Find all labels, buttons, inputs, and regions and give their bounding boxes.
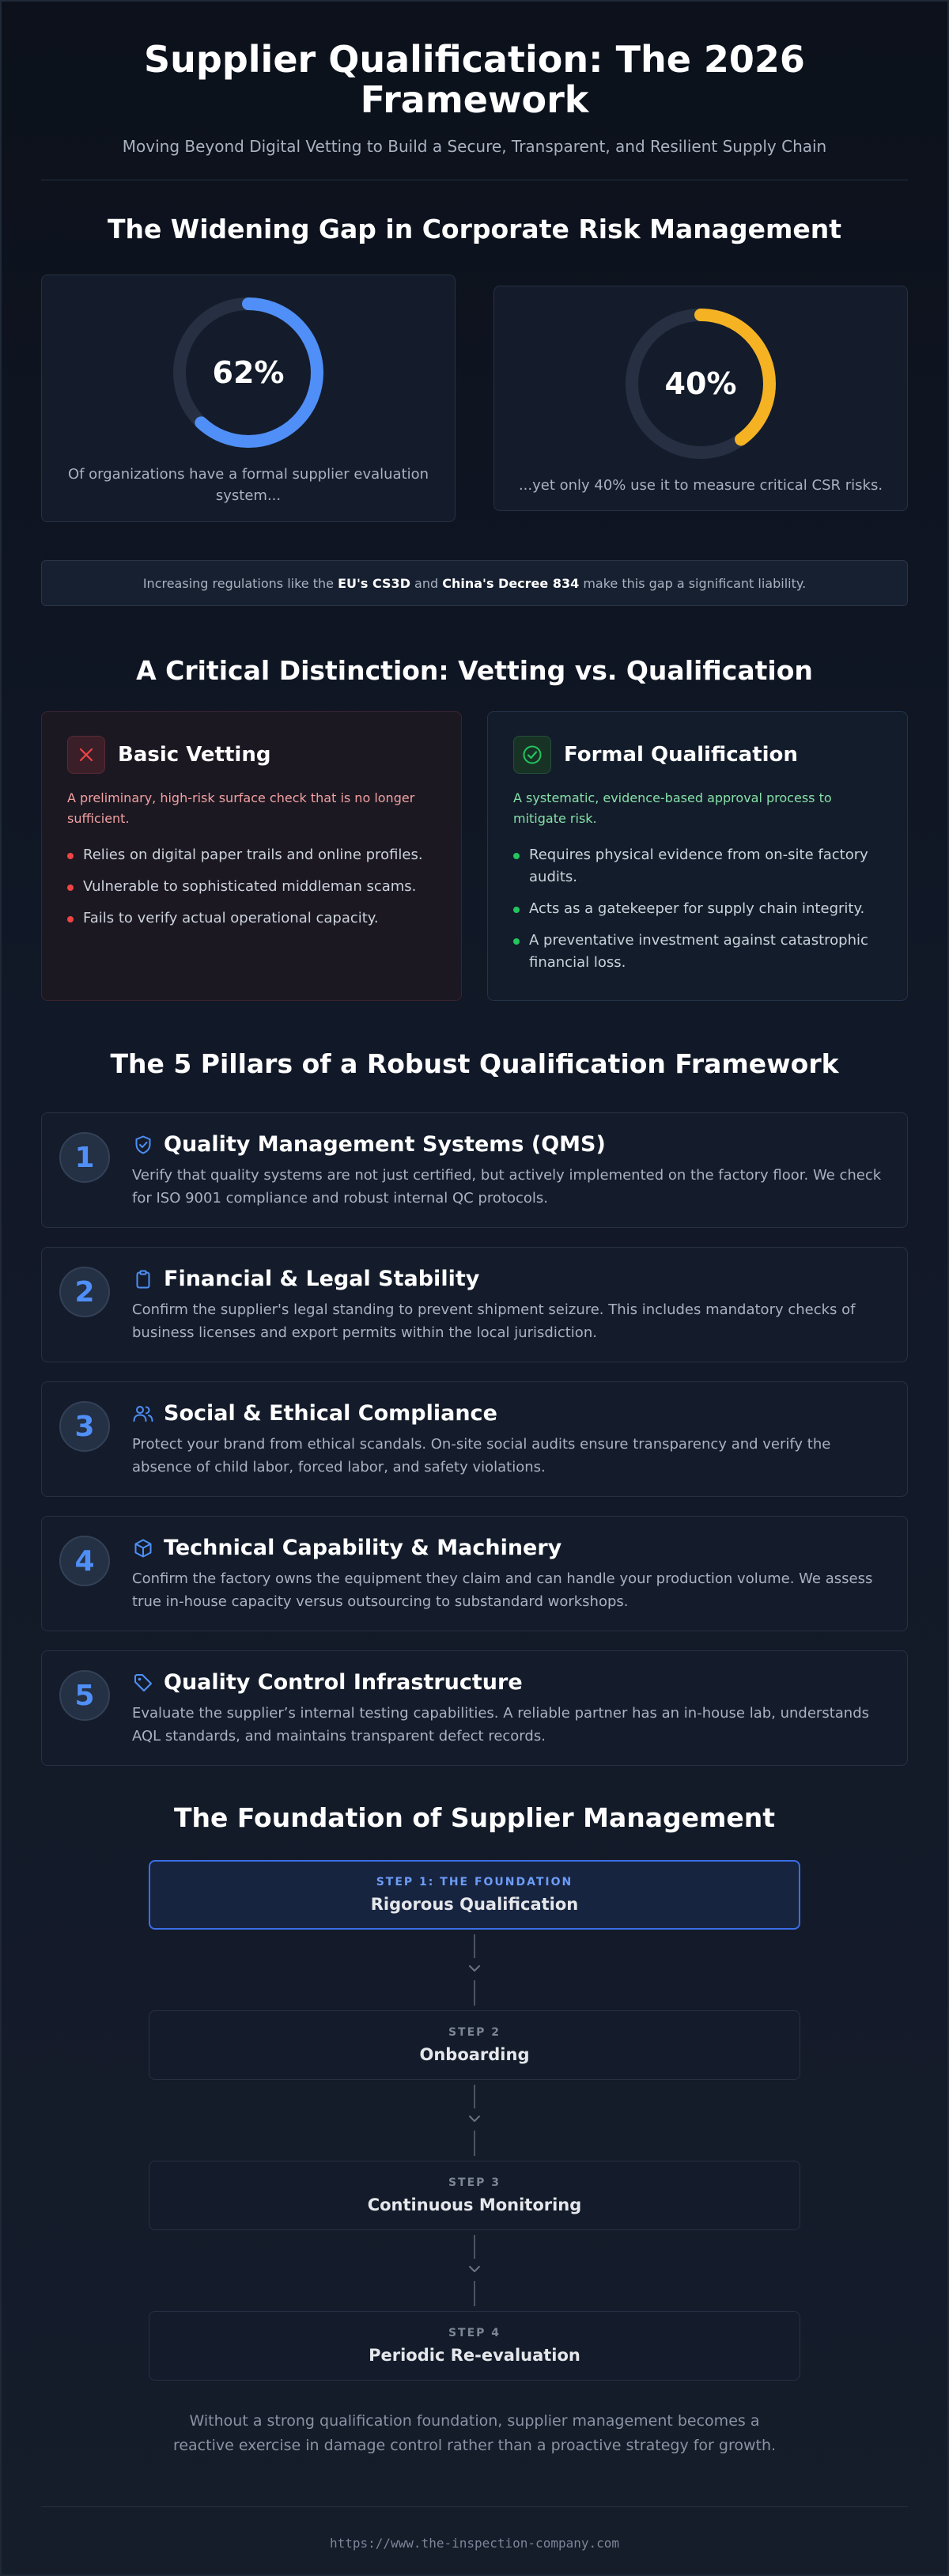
basic-vetting-desc: A preliminary, high-risk surface check that is no longer sufficient. [67, 790, 415, 826]
pillar-quality-control [41, 1650, 908, 1766]
stat-card-evaluation [41, 275, 456, 522]
stat-value: 40% [664, 366, 737, 402]
pillar-number: 3 [59, 1401, 110, 1452]
pillar-title: Quality Management Systems (QMS) [164, 1132, 606, 1157]
step-label: STEP 1: THE FOUNDATION [376, 1876, 573, 1889]
notice-text: make this gap a significant liability. [579, 575, 807, 591]
list-item: Acts as a gatekeeper for supply chain integrity. [513, 898, 882, 920]
pillar-technical [41, 1516, 908, 1631]
stat-card-csr [493, 286, 908, 511]
tag-icon [132, 1672, 154, 1694]
pillar-social-ethical [41, 1381, 908, 1497]
page-subtitle: Moving Beyond Digital Vetting to Build a Secure, Transparent, and Resilient Supply Chain [122, 137, 827, 157]
pillar-number: 5 [59, 1670, 110, 1721]
step-name: Periodic Re-evaluation [369, 2346, 580, 2366]
check-circle-icon [513, 736, 551, 774]
pillar-desc: Confirm the factory owns the equipment they claim and can handle your production volume. We assess true in-house capacity versus outsourcing to substandard workshops. [132, 1570, 873, 1610]
distinction-section [41, 655, 908, 1001]
formal-qualification-title: Formal Qualification [564, 743, 798, 767]
step-label: STEP 2 [448, 2026, 501, 2040]
shield-check-icon [132, 1134, 154, 1156]
pillar-desc: Evaluate the supplier’s internal testing capabilities. A reliable partner has an in-house lab, understands AQL standards, and maintains transparent defect records. [132, 1705, 870, 1744]
pillar-desc: Confirm the supplier's legal standing to prevent shipment seizure. This includes mandatory checks of business licenses and export permits within the local jurisdiction. [132, 1301, 856, 1341]
step-name: Onboarding [419, 2045, 530, 2065]
step-monitoring [149, 2161, 800, 2230]
process-flow [41, 1860, 908, 2381]
step-label: STEP 3 [448, 2176, 501, 2190]
risk-gap-section [41, 214, 908, 606]
clipboard-icon [132, 1268, 154, 1290]
step-reevaluation [149, 2311, 800, 2381]
pillars-title: The 5 Pillars of a Robust Qualification Framework [110, 1048, 839, 1080]
chevron-down-icon [459, 1930, 490, 2010]
formal-qualification-list [513, 844, 882, 973]
pillars-section [41, 1048, 908, 1766]
distinction-title: A Critical Distinction: Vetting vs. Qualification [136, 655, 813, 687]
notice-regulation-china: China's Decree 834 [442, 575, 580, 591]
pillar-number: 1 [59, 1132, 110, 1183]
users-icon [132, 1403, 154, 1425]
step-onboarding [149, 2010, 800, 2080]
donut-chart [172, 296, 325, 449]
stat-value: 62% [212, 355, 285, 391]
page-title: Supplier Qualification: The 2026 Framework [144, 38, 805, 121]
stat-caption: ...yet only 40% use it to measure critical CSR risks. [518, 477, 883, 494]
step-name: Continuous Monitoring [367, 2195, 582, 2215]
list-item: Vulnerable to sophisticated middleman scams. [67, 876, 436, 898]
pillar-title: Social & Ethical Compliance [164, 1401, 497, 1426]
pillar-title: Financial & Legal Stability [164, 1267, 480, 1292]
box-icon [132, 1537, 154, 1559]
footer-url[interactable]: https://www.the-inspection-company.com [329, 2535, 620, 2551]
foundation-note: Without a strong qualification foundation, supplier management becomes a reactive exercise in damage control rather than a proactive strategy for growth. [172, 2412, 777, 2454]
pillar-desc: Verify that quality systems are not just certified, but actively implemented on the factory floor. We check for ISO 9001 compliance and robust internal QC protocols. [132, 1167, 882, 1207]
x-icon [67, 736, 105, 774]
pillar-number: 2 [59, 1267, 110, 1317]
pillar-desc: Protect your brand from ethical scandals. On-site social audits ensure transparency and verify the absence of child labor, forced labor, and safety violations. [132, 1436, 831, 1476]
basic-vetting-title: Basic Vetting [118, 743, 271, 767]
foundation-title: The Foundation of Supplier Management [173, 1802, 776, 1834]
pillar-qms [41, 1112, 908, 1228]
stat-caption: Of organizations have a formal supplier evaluation system... [67, 466, 429, 505]
notice-regulation-eu: EU's CS3D [338, 575, 410, 591]
pillar-number: 4 [59, 1536, 110, 1586]
header [41, 2, 908, 156]
footer-divider [41, 2506, 908, 2507]
step-qualification [149, 1860, 800, 1930]
regulation-notice [41, 560, 908, 606]
risk-gap-title: The Widening Gap in Corporate Risk Management [107, 214, 842, 245]
donut-chart [624, 307, 777, 460]
list-item: Relies on digital paper trails and online profiles. [67, 844, 436, 866]
basic-vetting-list [67, 844, 436, 930]
notice-text: and [410, 575, 443, 591]
pillar-financial-legal [41, 1247, 908, 1362]
basic-vetting-card [41, 711, 462, 1001]
foundation-section [41, 1802, 908, 2457]
chevron-down-icon [459, 2080, 490, 2161]
notice-text: Increasing regulations like the [142, 575, 338, 591]
pillar-title: Technical Capability & Machinery [164, 1536, 562, 1561]
pillar-title: Quality Control Infrastructure [164, 1670, 523, 1695]
list-item: Fails to verify actual operational capacity. [67, 907, 436, 930]
formal-qualification-desc: A systematic, evidence-based approval process to mitigate risk. [513, 790, 832, 826]
step-label: STEP 4 [448, 2327, 501, 2340]
list-item: A preventative investment against catastrophic financial loss. [513, 930, 882, 974]
formal-qualification-card [487, 711, 908, 1001]
list-item: Requires physical evidence from on-site factory audits. [513, 844, 882, 888]
chevron-down-icon [459, 2230, 490, 2311]
step-name: Rigorous Qualification [370, 1895, 579, 1915]
